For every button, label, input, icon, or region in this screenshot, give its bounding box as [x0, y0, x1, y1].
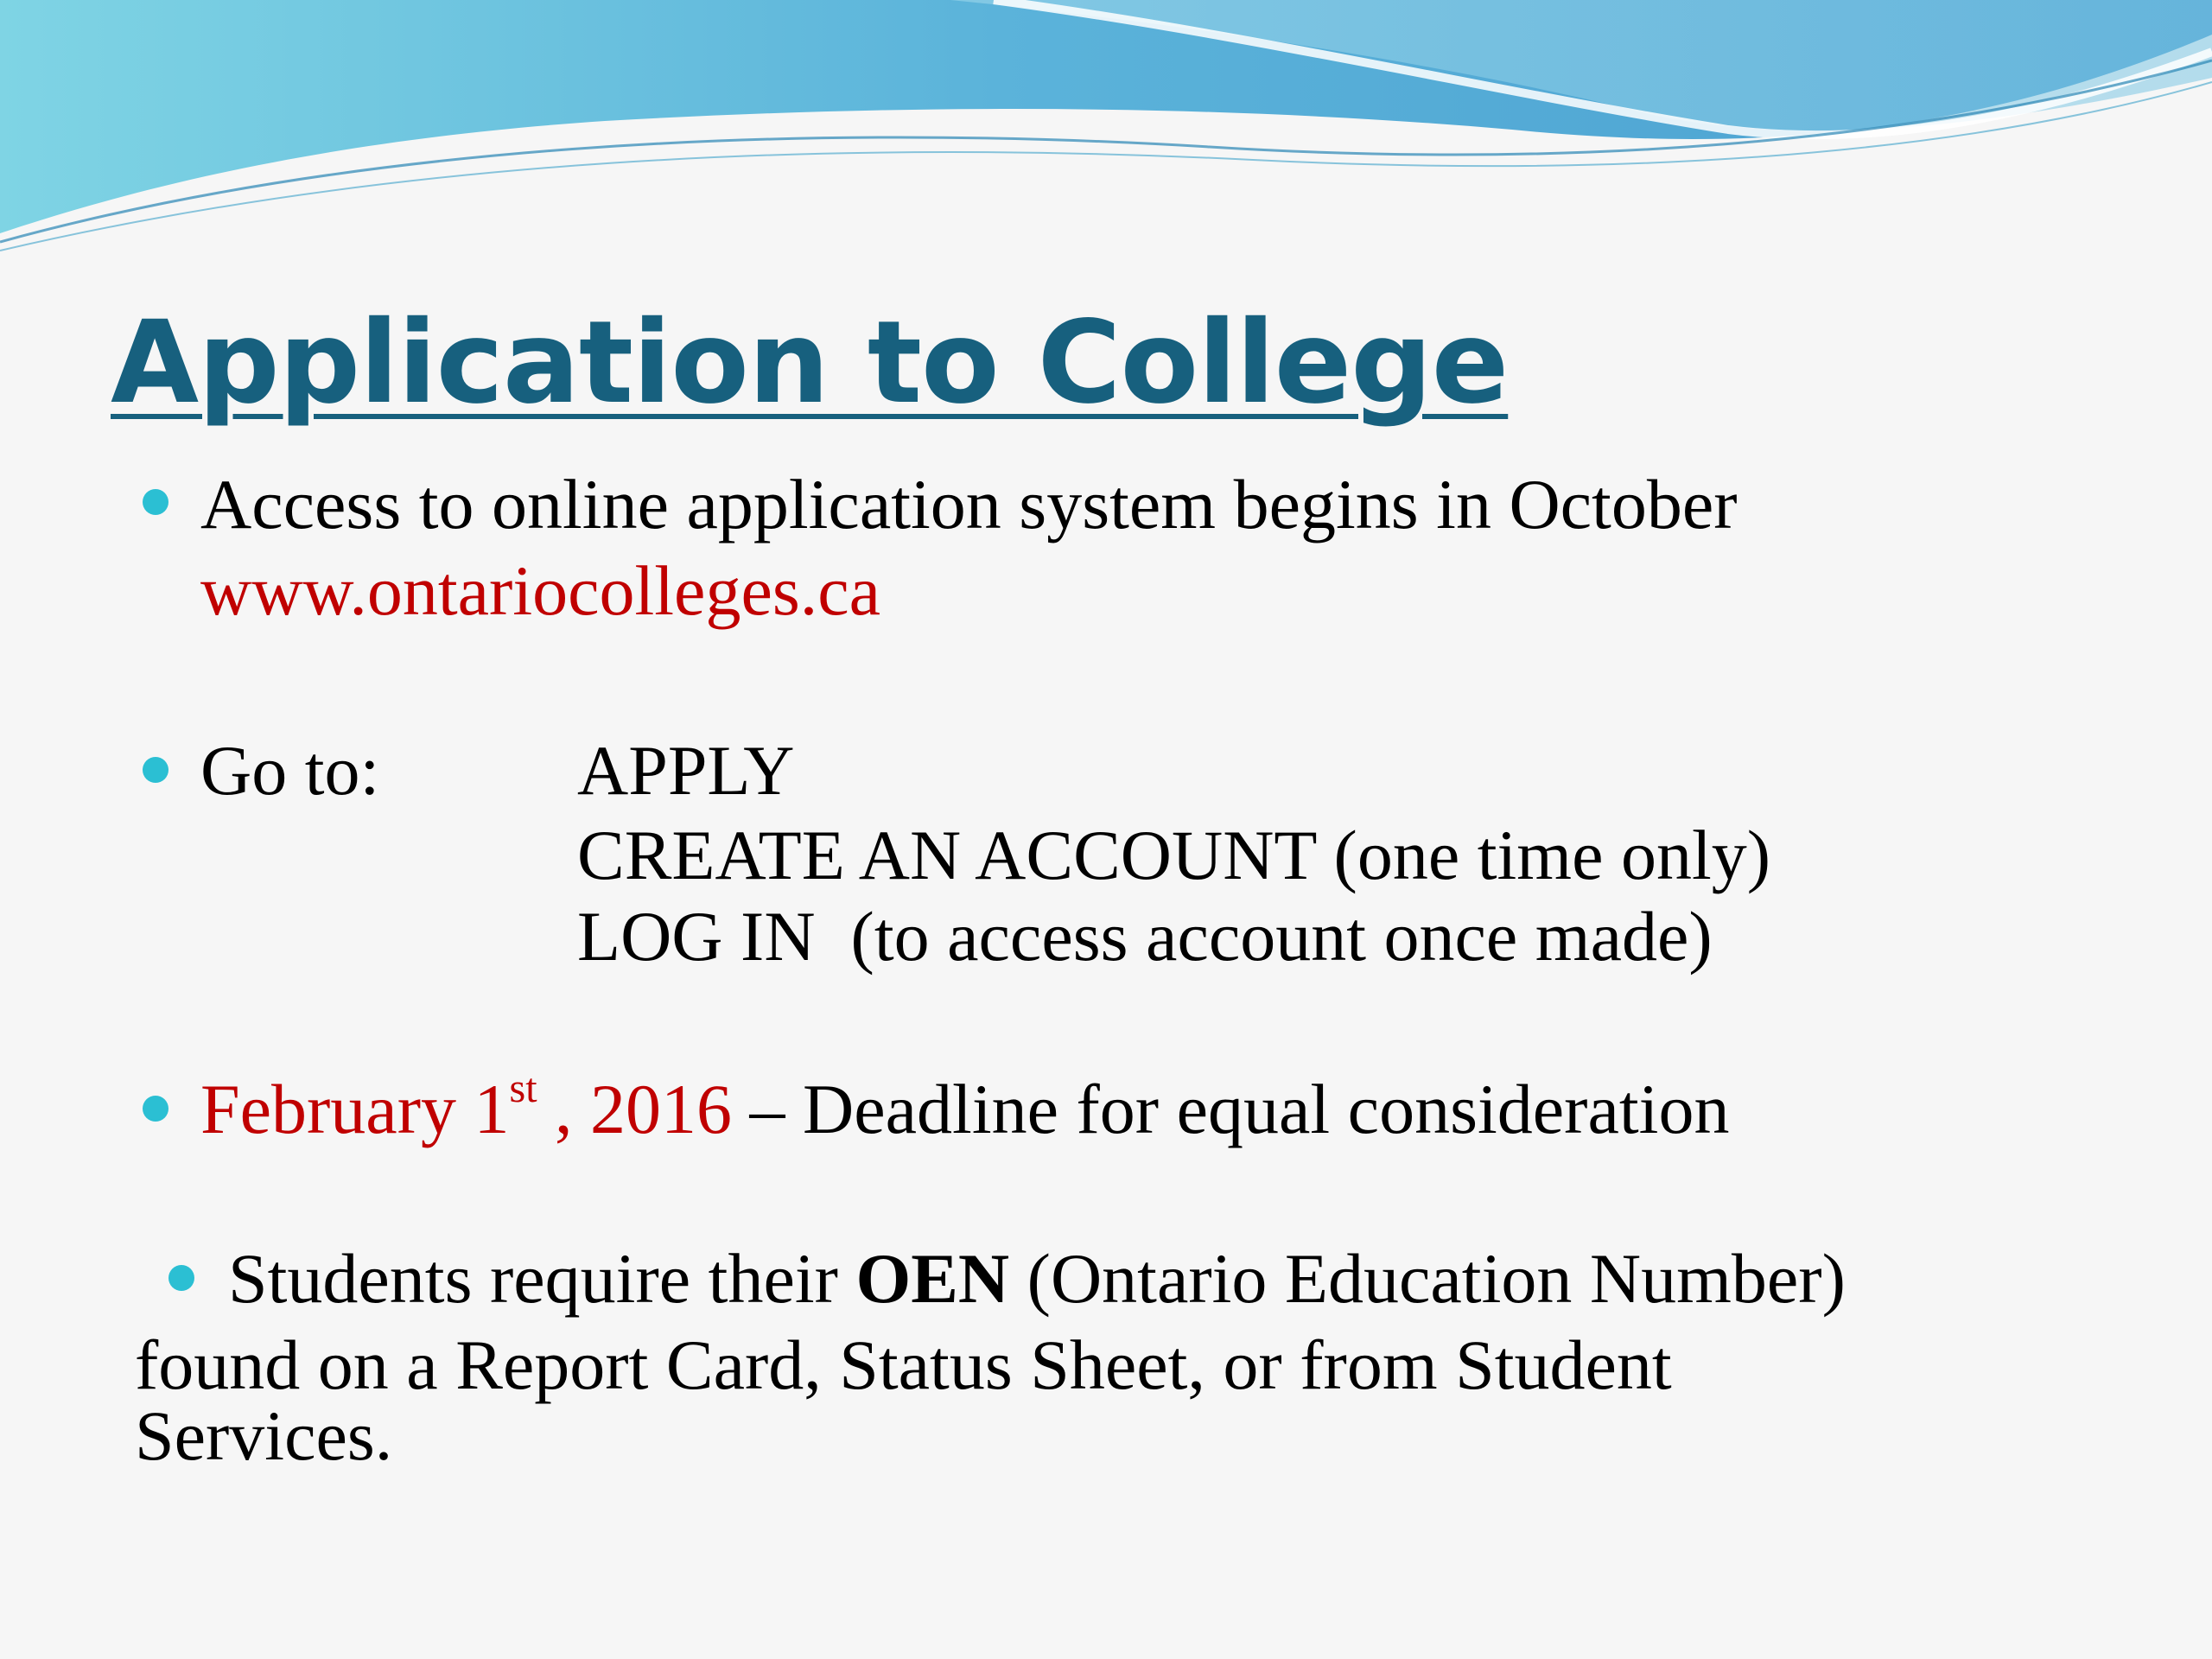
deadline-date-suffix: , 2016 — [537, 1070, 733, 1148]
oen-line-3: Services. — [135, 1396, 393, 1475]
oen-rest: (Ontario Education Number) — [1009, 1239, 1846, 1318]
deadline-text: – Deadline for equal consideration — [732, 1070, 1730, 1148]
bullet-dot-icon — [143, 757, 168, 783]
ontariocolleges-link[interactable]: www.ontariocolleges.ca — [200, 551, 881, 630]
oen-abbreviation: OEN — [855, 1239, 1010, 1318]
goto-step-create-account: CREATE AN ACCOUNT (one time only) — [577, 816, 1771, 894]
header-wave-decoration — [0, 0, 2212, 259]
bullet-dot-icon — [143, 1096, 168, 1122]
access-text: Access to online application system begins in October — [200, 465, 1738, 543]
deadline-date-ordinal: st — [509, 1065, 537, 1111]
deadline-date-prefix: February 1 — [200, 1070, 510, 1148]
goto-step-apply: APPLY — [577, 731, 795, 810]
goto-step-log-in: LOG IN (to access account once made) — [577, 897, 1713, 976]
oen-line-2: found on a Report Card, Status Sheet, or from Student — [135, 1325, 1672, 1404]
bullet-dot-icon — [143, 489, 168, 515]
oen-intro: Students require their — [228, 1239, 856, 1318]
oen-line-1 — [228, 1237, 1846, 1320]
goto-label: Go to: — [200, 731, 380, 810]
bullet-dot-icon — [168, 1265, 194, 1291]
slide-title: Application to College — [111, 296, 1509, 429]
deadline-line — [200, 1065, 1730, 1151]
